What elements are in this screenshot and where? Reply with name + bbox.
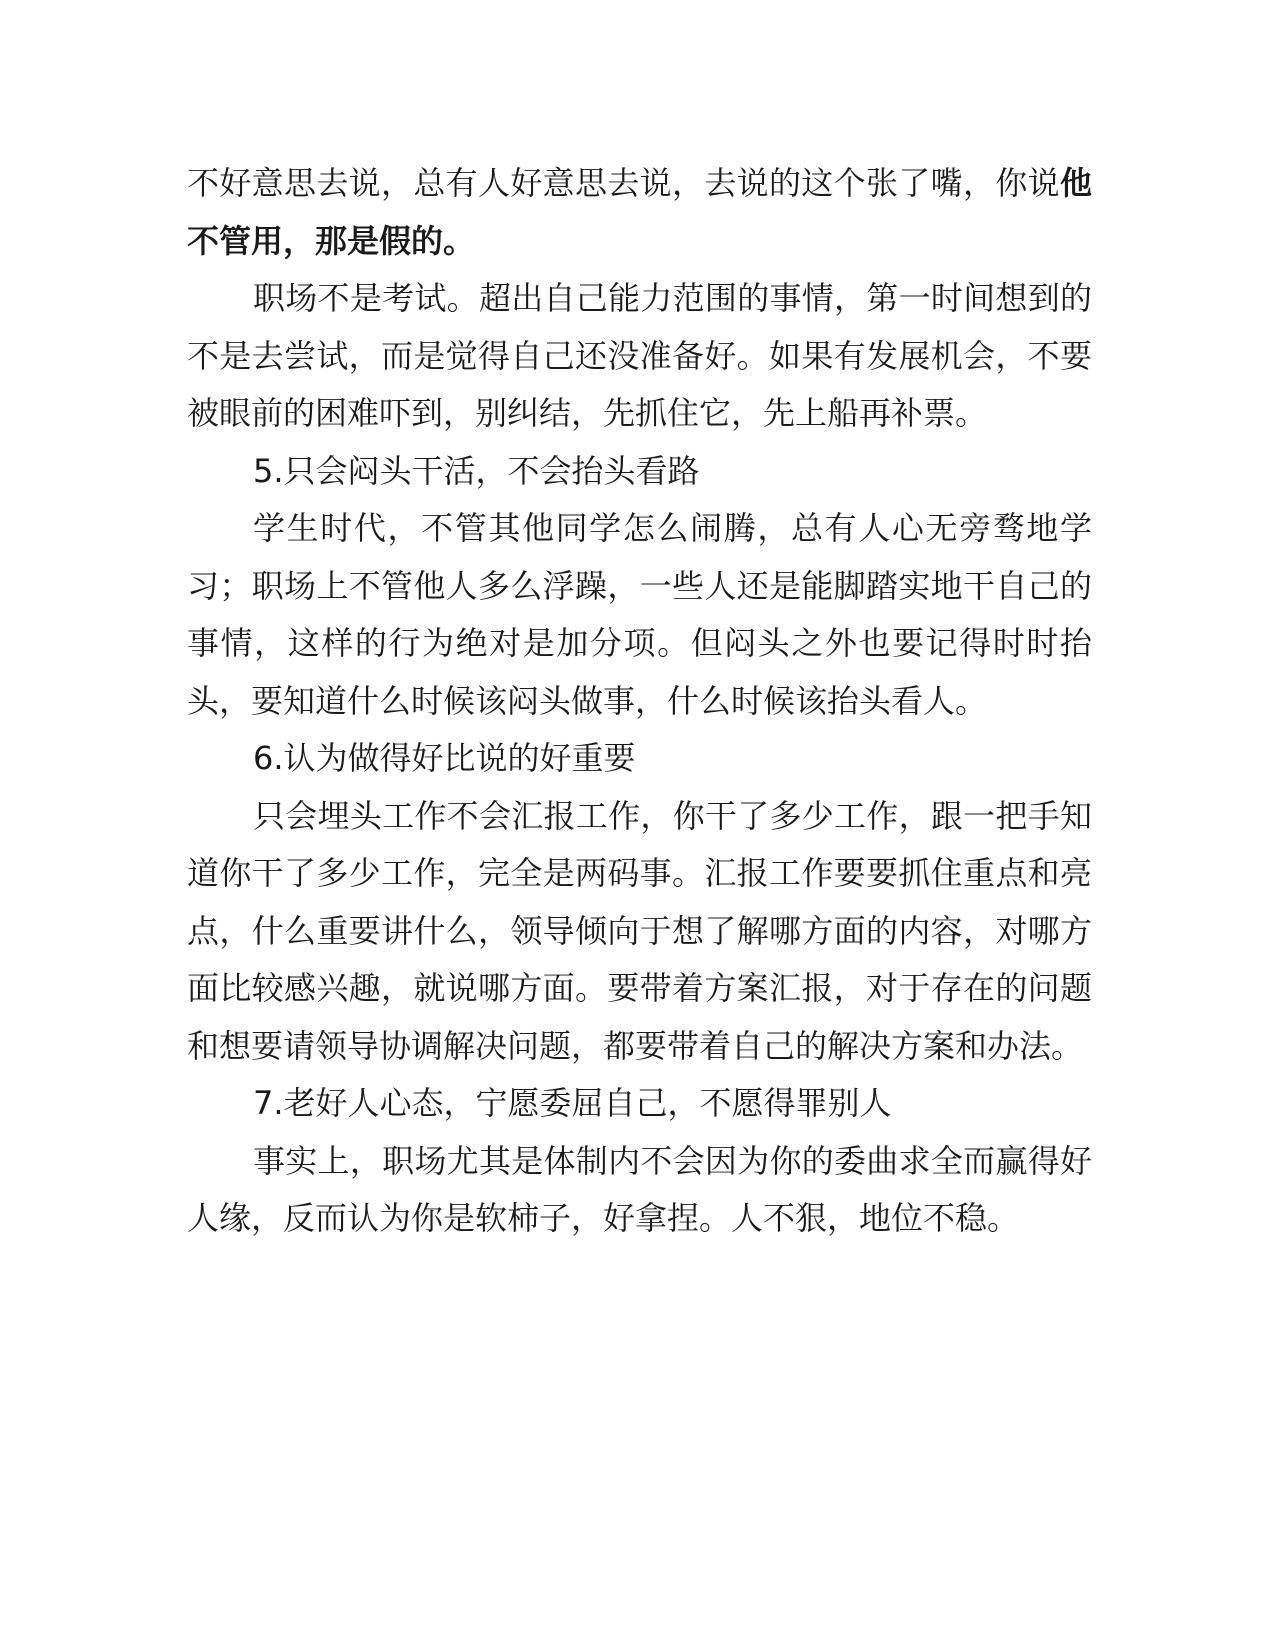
paragraph-text: 不好意思去说，总有人好意思去说，去说的这个张了嘴，你说 xyxy=(187,164,1060,202)
paragraph-workplace-not-exam: 职场不是考试。超出自己能力范围的事情，第一时间想到的不是去尝试，而是觉得自己还没准备好。如果有发展机会，不要被眼前的困难吓到，别纠结，先抓住它，先上船再补票。 xyxy=(187,279,1092,432)
paragraph-in-fact: 事实上，职场尤其是体制内不会因为你的委曲求全而赢得好人缘，反而认为你是软柿子，好拿捏。人不狠，地位不稳。 xyxy=(187,1141,1092,1237)
section-heading-5: 5.只会闷头干活，不会抬头看路 xyxy=(253,451,700,490)
paragraph-bold-text: 他不管用，那是假的。 xyxy=(187,164,1092,260)
section-heading-7: 7.老好人心态，宁愿委屈自己，不愿得罪别人 xyxy=(253,1084,892,1122)
paragraph-student-era: 学生时代，不管其他同学怎么闹腾，总有人心无旁骛地学习；职场上不管他人多么浮躁，一些人还是能脚踏实地干自己的事情，这样的行为绝对是加分项。但闷头之外也要记得时时抬头，要知道什么时候该闷头做事，什么时候该抬头看人。 xyxy=(187,509,1092,720)
paragraph-report-work: 只会埋头工作不会汇报工作，你干了多少工作，跟一把手知道你干了多少工作，完全是两码事。汇报工作要要抓住重点和亮点，什么重要讲什么，领导倾向于想了解哪方面的内容，对哪方面比较感兴趣，就说哪方面。要带着方案汇报，对于存在的问题和想要请领导协调解决问题，都要带着自己的解决方案和办法。 xyxy=(187,796,1092,1065)
section-heading-6: 6.认为做得好比说的好重要 xyxy=(253,739,636,777)
paragraph-continued xyxy=(187,155,1092,270)
document-body xyxy=(187,155,1092,1248)
